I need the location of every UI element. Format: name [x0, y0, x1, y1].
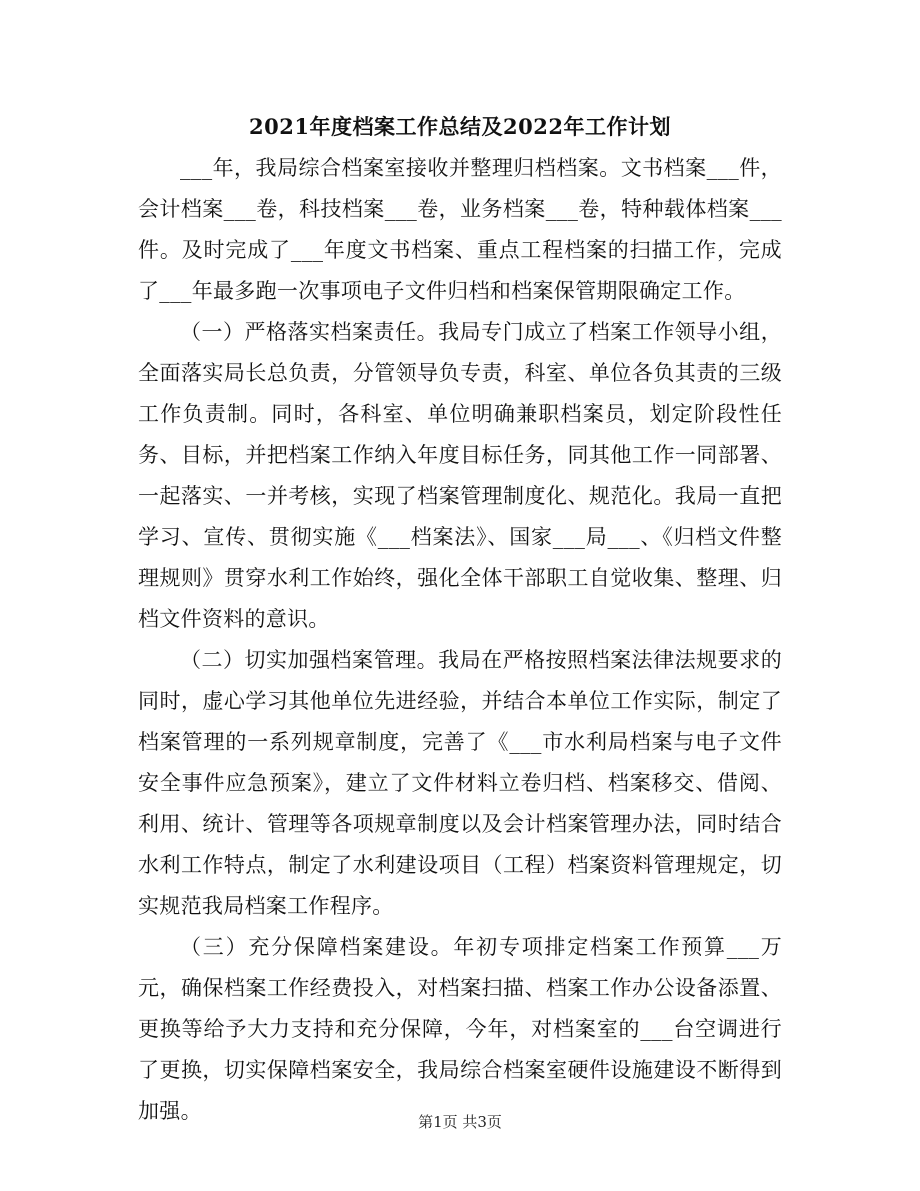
paragraph-section-2: （二）切实加强档案管理。我局在严格按照档案法律法规要求的同时，虚心学习其他单位先进经验，并结合本单位工作实际，制定了档案管理的一系列规章制度，完善了《___市水利局档案与电子文件安全事件应急预案》，建立了文件材料立卷归档、档案移交、借阅、利用、统计、管理等各项规章制度以及会计档案管理办法，同时结合水利工作特点，制定了水利建设项目（工程）档案资料管理规定，切实规范我局档案工作程序。 [138, 648, 782, 918]
page-number: 第1页 共3页 [418, 1113, 502, 1131]
paragraph-section-1: （一）严格落实档案责任。我局专门成立了档案工作领导小组，全面落实局长总负责，分管领导负专责，科室、单位各负其责的三级工作负责制。同时，各科室、单位明确兼职档案员，划定阶段性任务、目标，并把档案工作纳入年度目标任务，同其他工作一同部署、一起落实、一并考核，实现了档案管理制度化、规范化。我局一直把学习、宣传、贯彻实施《___档案法》、国家___局___、《归档文件整理规则》贯穿水利工作始终，强化全体干部职工自觉收集、整理、归档文件资料的意识。 [138, 320, 782, 631]
paragraph-intro: ___年，我局综合档案室接收并整理归档档案。文书档案___件，会计档案___卷，科技档案___卷，业务档案___卷，特种载体档案___件。及时完成了___年度文书档案、重点工程档案的扫描工作，完成了___年最多跑一次事项电子文件归档和档案保管期限确定工作。 [138, 156, 782, 303]
paragraph-section-3: （三）充分保障档案建设。年初专项排定档案工作预算___万元，确保档案工作经费投入，对档案扫描、档案工作办公设备添置、更换等给予大力支持和充分保障，今年，对档案室的___台空调进行了更换，切实保障档案安全，我局综合档案室硬件设施建设不断得到加强。 [138, 935, 782, 1123]
document-body [138, 148, 782, 1132]
document-title: 2021年度档案工作总结及2022年工作计划 [249, 114, 671, 139]
